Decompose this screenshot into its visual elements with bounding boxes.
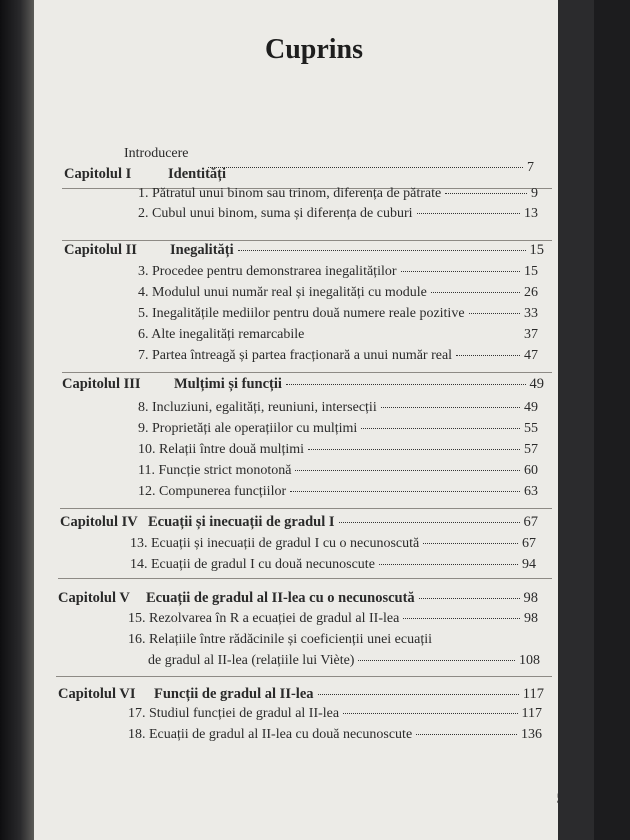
chapter-number: Capitolul V (58, 590, 130, 606)
dot-leader (358, 660, 515, 661)
dot-leader (339, 522, 520, 523)
toc-section: 2. Cubul unui binom, suma și diferența de cuburi 13 (138, 206, 538, 221)
chapter-title: Ecuații și inecuații de gradul I (148, 514, 335, 530)
page-edge-shadow (558, 0, 594, 840)
dot-leader (286, 384, 526, 385)
dot-leader (423, 543, 518, 544)
dot-leader (456, 355, 520, 356)
toc-section: 5. Inegalitățile mediilor pentru două numere reale pozitive 33 (138, 306, 538, 321)
toc-page-number: 98 (523, 590, 538, 606)
toc-section: 10. Relații între două mulțimi 57 (138, 442, 538, 457)
chapter-divider (58, 578, 552, 579)
book-page (34, 0, 594, 840)
toc-section-continued: de gradul al II-lea (relațiile lui Viète) 108 (148, 653, 540, 668)
toc-page-number: 15 (529, 242, 544, 258)
chapter-number: Capitolul IV (60, 514, 138, 530)
dot-leader (318, 694, 519, 695)
toc-section: 17. Studiul funcției de gradul al II-lea 117 (128, 706, 542, 721)
toc-section: 1. Pătratul unui binom sau trinom, diferența de pătrate 9 (138, 186, 538, 201)
chapter-4-heading (60, 514, 538, 534)
dot-leader (361, 428, 520, 429)
chapter-divider (60, 508, 552, 509)
dot-leader (295, 470, 520, 471)
toc-section: 3. Procedee pentru demonstrarea inegalităților 15 (138, 264, 538, 279)
dot-leader (419, 598, 520, 599)
chapter-title: Ecuații de gradul al II-lea cu o necunoscută (146, 590, 415, 606)
dot-leader (417, 213, 520, 214)
dot-leader (401, 271, 520, 272)
toc-section: 6. Alte inegalități remarcabile (138, 327, 305, 342)
toc-page-number: 49 (529, 376, 544, 392)
chapter-3-heading (62, 376, 544, 396)
dot-leader (431, 292, 520, 293)
toc-section: 18. Ecuații de gradul al II-lea cu două necunoscute 136 (128, 727, 542, 742)
dot-leader (238, 250, 526, 251)
dot-leader (469, 313, 520, 314)
toc-section: 15. Rezolvarea în R a ecuației de gradul al II-lea 98 (128, 611, 538, 626)
toc-section: 4. Modulul unui număr real și inegalități cu module 26 (138, 285, 538, 300)
chapter-title: Mulțimi și funcții (174, 376, 282, 392)
dot-leader (445, 193, 527, 194)
chapter-5-heading (58, 590, 538, 610)
chapter-divider (62, 372, 552, 373)
toc-section: 9. Proprietăți ale operațiilor cu mulțimi 55 (138, 421, 538, 436)
chapter-6-heading (58, 686, 544, 706)
toc-page-number: 117 (522, 686, 544, 702)
dot-leader (343, 713, 517, 714)
chapter-title: Inegalități (170, 242, 234, 258)
dot-leader (308, 449, 520, 450)
chapter-divider (56, 676, 552, 677)
toc-section: 7. Partea întreagă și partea fracționară a unui număr real 47 (138, 348, 538, 363)
toc-section: 8. Incluziuni, egalități, reuniuni, intersecții 49 (138, 400, 538, 415)
dot-leader (381, 407, 520, 408)
chapter-1-heading (64, 166, 544, 186)
dot-leader (290, 491, 520, 492)
toc-section: 14. Ecuații de gradul I cu două necunoscute 94 (130, 557, 536, 572)
book-spine (0, 0, 34, 840)
toc-section-page: 37 (524, 327, 538, 342)
chapter-divider (62, 240, 552, 241)
dot-leader (379, 564, 518, 565)
toc-section: 13. Ecuații și inecuații de gradul I cu o necunoscută 67 (130, 536, 536, 551)
chapter-title: Identități (168, 166, 226, 182)
chapter-2-heading (64, 242, 544, 262)
chapter-number: Capitolul III (62, 376, 141, 392)
toc-section: 16. Relațiile între rădăcinile și coeficienții unei ecuații (128, 632, 432, 647)
toc-section: 12. Compunerea funcțiilor 63 (138, 484, 538, 499)
chapter-title: Funcții de gradul al II-lea (154, 686, 314, 702)
chapter-number: Capitolul VI (58, 686, 136, 702)
page-title: Cuprins (264, 34, 364, 65)
toc-section: 11. Funcție strict monotonă 60 (138, 463, 538, 478)
toc-introduction-label: Introducere (124, 146, 189, 161)
dot-leader (416, 734, 517, 735)
chapter-number: Capitolul II (64, 242, 137, 258)
toc-page-number: 67 (523, 514, 538, 530)
toc-page-number: 7 (527, 160, 534, 175)
chapter-number: Capitolul I (64, 166, 132, 182)
dot-leader (403, 618, 520, 619)
